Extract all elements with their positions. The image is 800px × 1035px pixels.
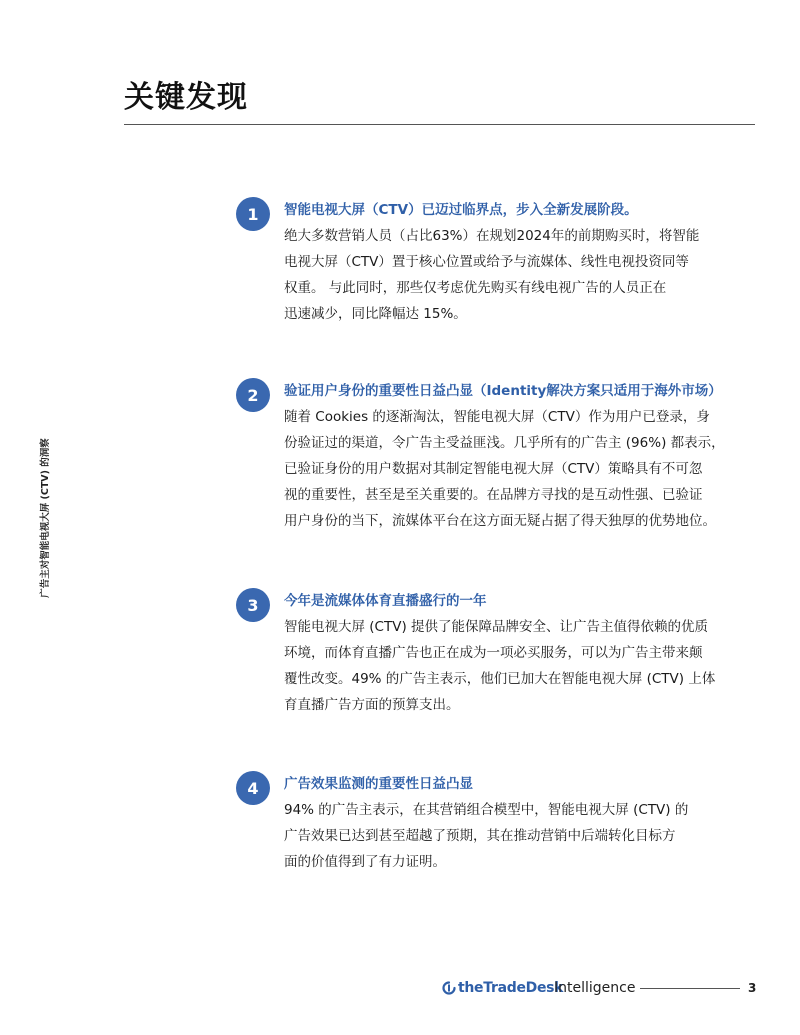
page-footer <box>442 977 760 1001</box>
finding-body-line: 随着 Cookies 的逐渐淘汰，智能电视大屏（CTV）作为用户已登录，身 <box>284 409 710 425</box>
brand-suffix: Intelligence <box>554 980 636 996</box>
finding-body-line: 覆性改变。49% 的广告主表示，他们已加大在智能电视大屏 (CTV) 上体 <box>284 671 716 687</box>
finding-body-line: 权重。 与此同时，那些仅考虑优先购买有线电视广告的人员正在 <box>284 280 667 296</box>
page-number: 3 <box>748 981 757 995</box>
finding-body-line: 视的重要性，甚至是至关重要的。在品牌方寻找的是互动性强、已验证 <box>284 487 703 503</box>
finding-body <box>284 797 688 875</box>
finding-body-line: 电视大屏（CTV）置于核心位置或给予与流媒体、线性电视投资同等 <box>284 254 689 270</box>
finding-heading: 智能电视大屏（CTV）已迈过临界点，步入全新发展阶段。 <box>284 202 638 218</box>
finding-body-line: 94% 的广告主表示，在其营销组合模型中，智能电视大屏 (CTV) 的 <box>284 802 689 818</box>
finding-body-line: 用户身份的当下，流媒体平台在这方面无疑占据了得天独厚的优势地位。 <box>284 513 716 529</box>
page-title: 关键发现 <box>124 80 248 115</box>
finding-heading: 广告效果监测的重要性日益凸显 <box>284 776 473 792</box>
trade-desk-logo-icon <box>442 981 456 995</box>
finding-number-badge: 1 <box>236 197 270 231</box>
side-running-title: 广告主对智能电视大屏 (CTV) 的洞察 <box>40 438 51 598</box>
finding-body <box>284 223 699 327</box>
finding-number-badge: 2 <box>236 378 270 412</box>
footer-divider <box>640 988 740 989</box>
finding-body-line: 迅速减少，同比降幅达 15%。 <box>284 306 467 322</box>
finding-heading: 验证用户身份的重要性日益凸显（Identity解决方案只适用于海外市场） <box>284 383 722 399</box>
brand-name: theTradeDesk <box>458 980 564 996</box>
finding-body-line: 份验证过的渠道，令广告主受益匪浅。几乎所有的广告主 (96%) 都表示， <box>284 435 725 451</box>
finding-number-badge: 3 <box>236 588 270 622</box>
finding-heading: 今年是流媒体体育直播盛行的一年 <box>284 593 487 609</box>
title-divider <box>124 124 755 125</box>
finding-body-line: 环境，而体育直播广告也正在成为一项必买服务，可以为广告主带来颠 <box>284 645 703 661</box>
finding-body-line: 育直播广告方面的预算支出。 <box>284 697 460 713</box>
finding-body-line: 面的价值得到了有力证明。 <box>284 854 446 870</box>
finding-body <box>284 404 725 534</box>
finding-body <box>284 614 715 718</box>
finding-body-line: 绝大多数营销人员（占比63%）在规划2024年的前期购买时，将智能 <box>284 228 700 244</box>
finding-body-line: 智能电视大屏 (CTV) 提供了能保障品牌安全、让广告主值得依赖的优质 <box>284 619 709 635</box>
finding-body-line: 已验证身份的用户数据对其制定智能电视大屏（CTV）策略具有不可忽 <box>284 461 703 477</box>
finding-body-line: 广告效果已达到甚至超越了预期，其在推动营销中后端转化目标方 <box>284 828 676 844</box>
finding-number-badge: 4 <box>236 771 270 805</box>
